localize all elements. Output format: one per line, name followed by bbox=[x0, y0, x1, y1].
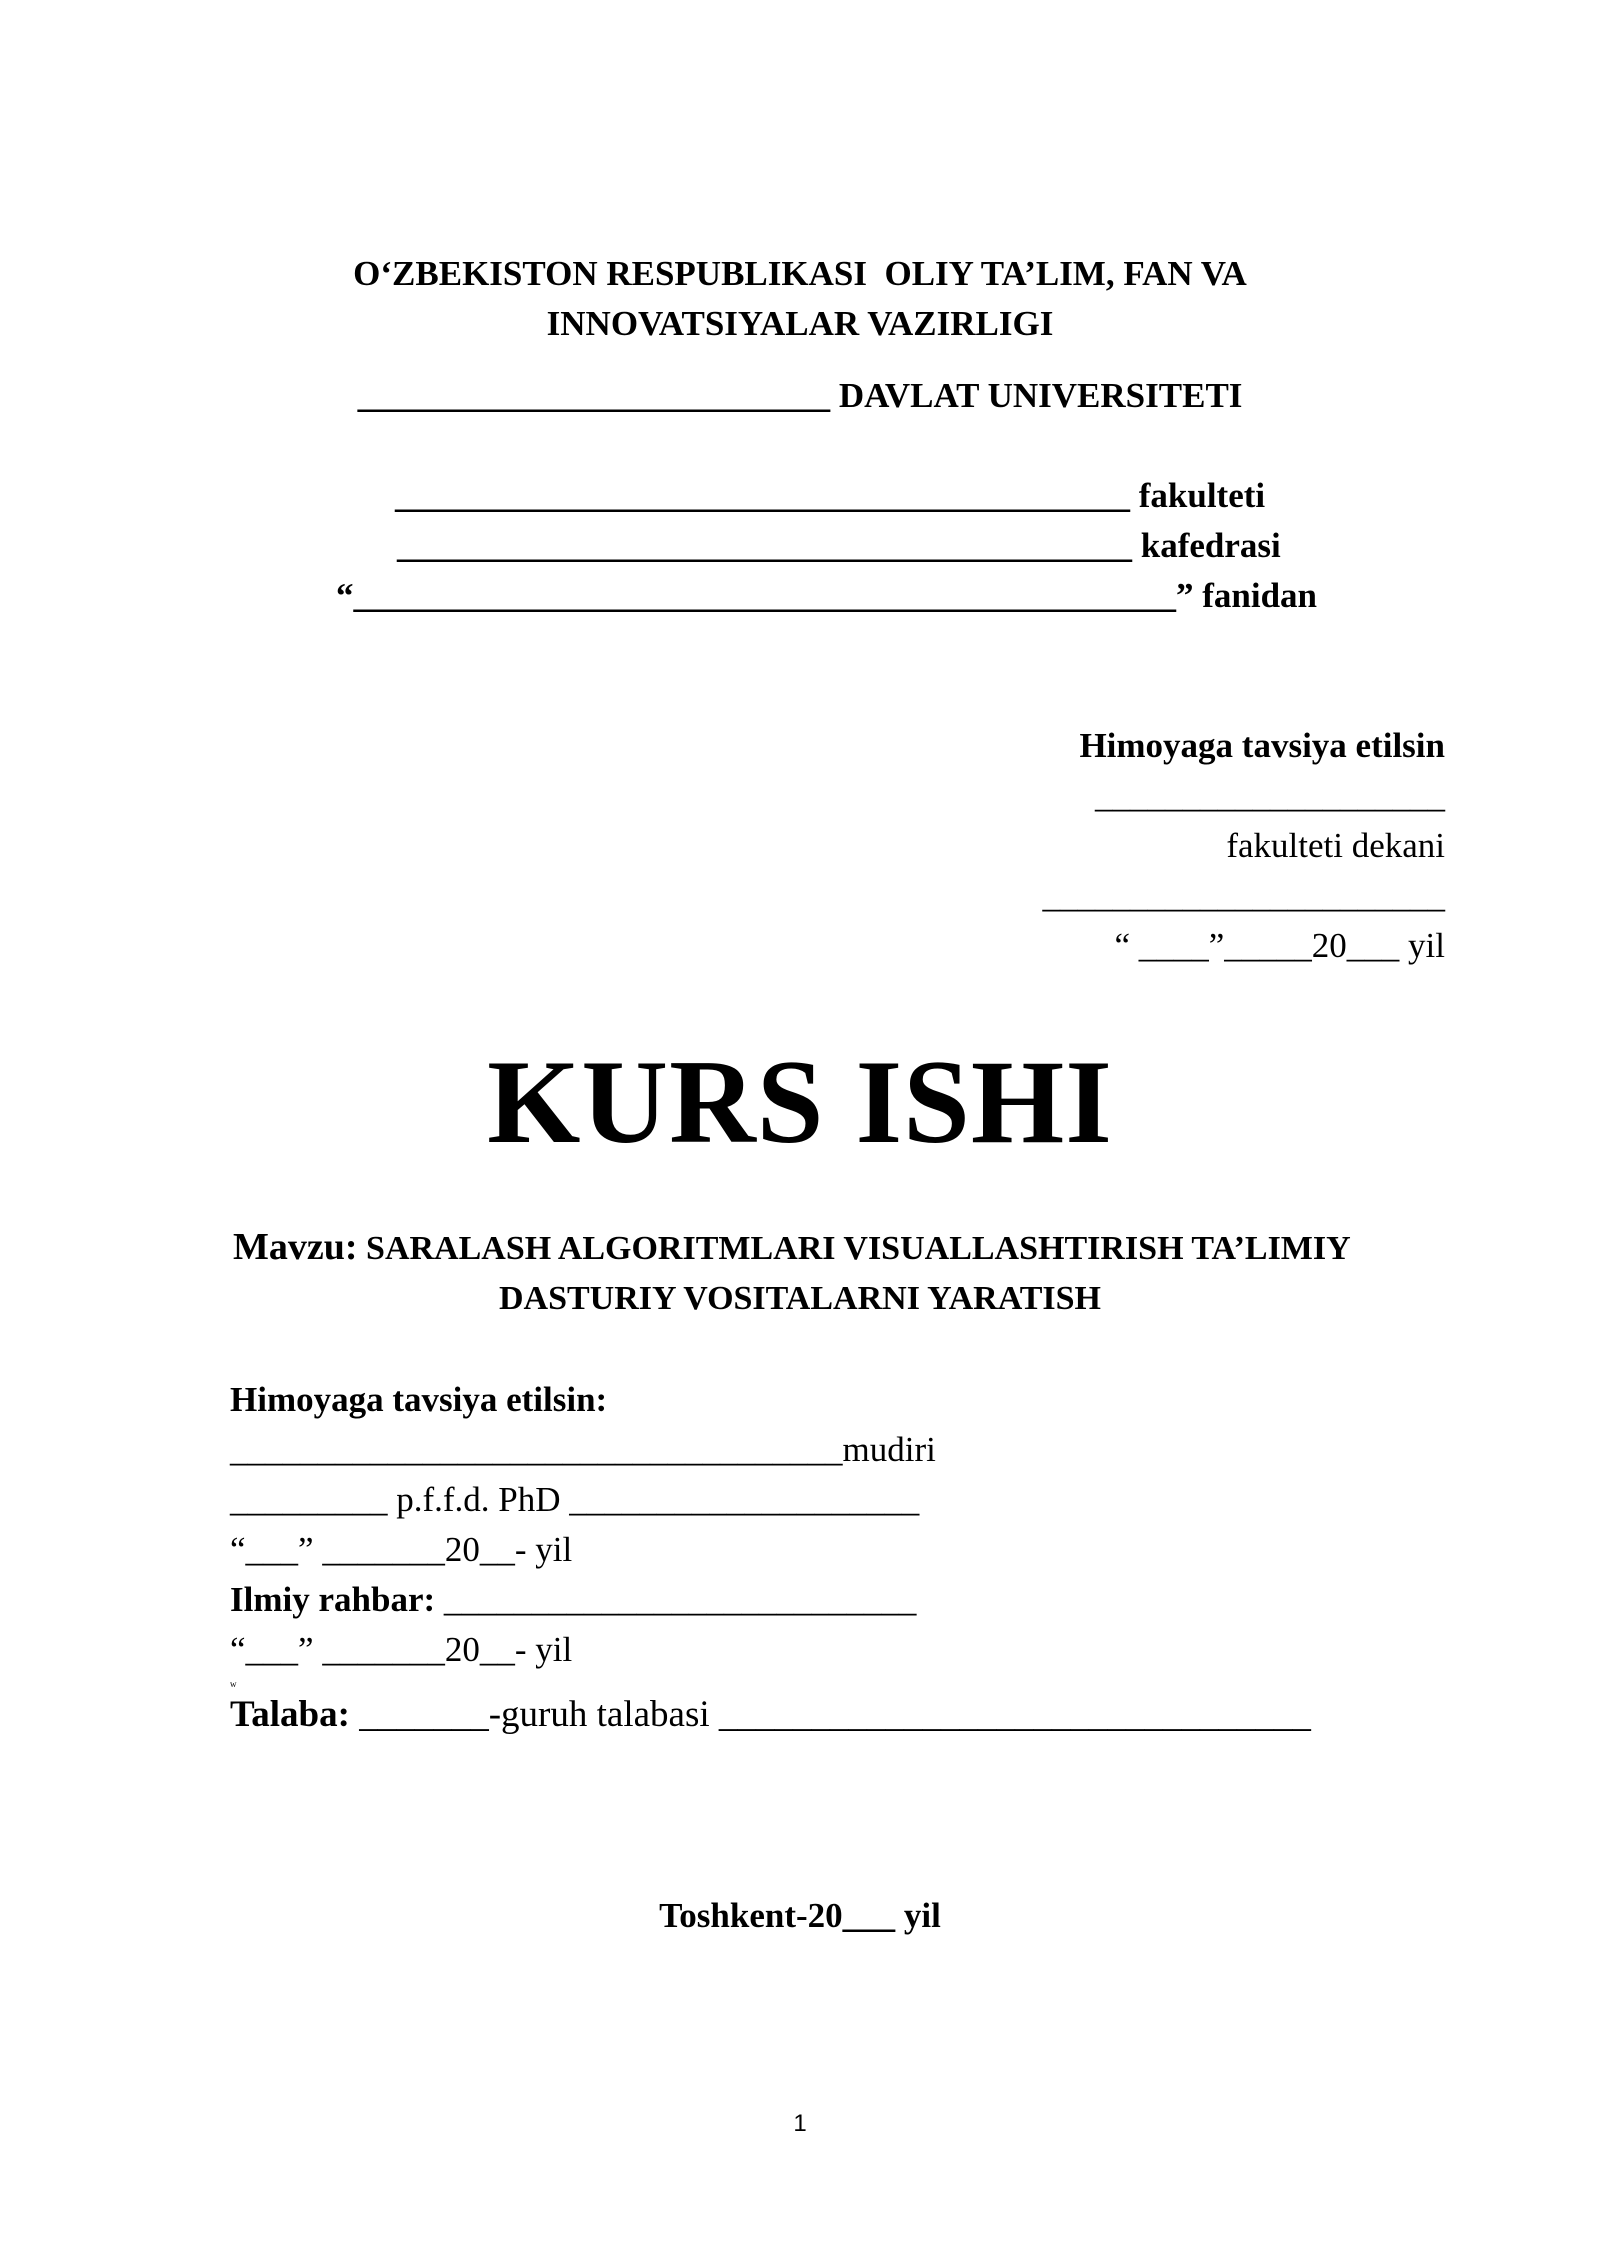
approval-date-2: “___” _______20__- yil bbox=[230, 1630, 573, 1669]
tiny-mark: w bbox=[230, 1679, 237, 1689]
topic-text-1: SARALASH ALGORITMLARI VISUALLASHTIRISH TA’LIMIY bbox=[357, 1230, 1351, 1267]
student-label: Talaba: bbox=[230, 1694, 350, 1735]
university-line: ___________________________ DAVLAT UNIVERSITETI bbox=[357, 376, 1243, 415]
degree-line: _________ p.f.f.d. PhD ____________________ bbox=[230, 1480, 920, 1519]
page-number: 1 bbox=[793, 2110, 807, 2137]
department-line: __________________________________________ kafedrasi bbox=[397, 526, 1281, 565]
supervisor-line bbox=[230, 1582, 916, 1617]
ministry-line-1: O‘ZBEKISTON RESPUBLIKASI OLIY TA’LIM, FAN VA bbox=[353, 254, 1247, 293]
approval-blank-2: _______________________ bbox=[1042, 876, 1445, 915]
approval-date-1: “___” _______20__- yil bbox=[230, 1530, 573, 1569]
faculty-line: __________________________________________ fakulteti bbox=[395, 476, 1266, 515]
topic-line-2: DASTURIY VOSITALARNI YARATISH bbox=[498, 1280, 1102, 1317]
city-year: Toshkent-20___ yil bbox=[659, 1896, 941, 1935]
approval-blank-1: ____________________ bbox=[1095, 776, 1445, 815]
department-head-line: ___________________________________mudiri bbox=[230, 1430, 936, 1469]
topic-label: Mavzu: bbox=[233, 1226, 358, 1268]
student-text: _______-guruh talabasi ________________________________ bbox=[349, 1694, 1311, 1735]
ministry-line-2: INNOVATSIYALAR VAZIRLIGI bbox=[546, 304, 1054, 343]
approval-heading-top: Himoyaga tavsiya etilsin bbox=[1079, 726, 1445, 765]
document-title: KURS ISHI bbox=[487, 1035, 1113, 1168]
approval-heading-bottom: Himoyaga tavsiya etilsin: bbox=[230, 1380, 608, 1419]
subject-line: “_______________________________________________” fanidan bbox=[336, 576, 1318, 615]
approval-date-top: “ ____”_____20___ yil bbox=[1114, 926, 1445, 965]
supervisor-blank: ___________________________ bbox=[435, 1580, 917, 1619]
topic-line-1 bbox=[233, 1228, 1351, 1266]
student-line bbox=[230, 1696, 1311, 1733]
dean-label: fakulteti dekani bbox=[1226, 826, 1445, 865]
supervisor-label: Ilmiy rahbar: bbox=[230, 1580, 436, 1619]
